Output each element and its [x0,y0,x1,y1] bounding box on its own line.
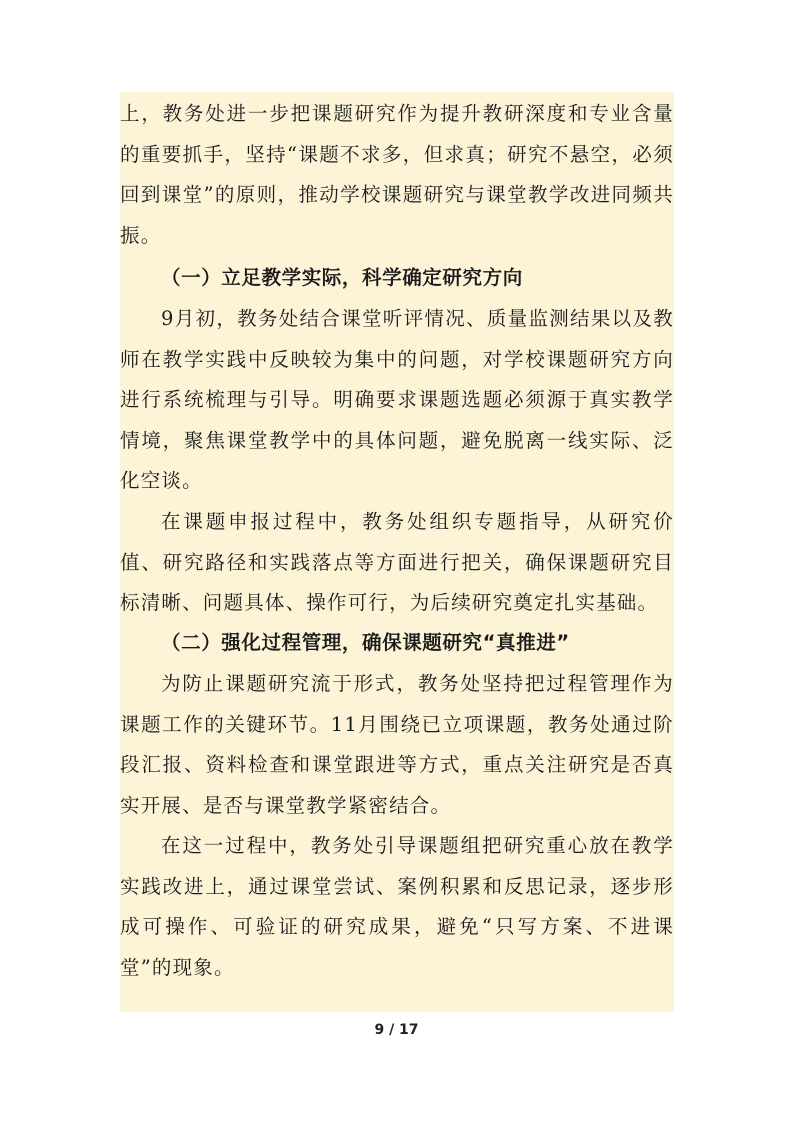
page-number: 9 / 17 [374,1022,419,1038]
body-paragraph: 为防止课题研究流于形式，教务处坚持把过程管理作为课题工作的关键环节。11月围绕已立项课题，教务处通过阶段汇报、资料检查和课堂跟进等方式，重点关注研究是否真实开展、是否与课堂教学紧密结合。 [120,672,674,817]
body-paragraph: 在这一过程中，教务处引导课题组把研究重心放在教学实践改进上，通过课堂尝试、案例积累和反思记录，逐步形成可操作、可验证的研究成果，避免“只写方案、不进课堂”的现象。 [120,834,674,979]
body-paragraph: 在课题申报过程中，教务处组织专题指导，从研究价值、研究路径和实践落点等方面进行把关，确保课题研究目标清晰、问题具体、操作可行，为后续研究奠定扎实基础。 [120,510,674,614]
section-heading: （一）立足教学实际，科学确定研究方向 [161,266,523,289]
page-content [120,92,674,1012]
body-paragraph: 9月初，教务处结合课堂听评情况、质量监测结果以及教师在教学实践中反映较为集中的问题，对学校课题研究方向进行系统梳理与引导。明确要求课题选题必须源于真实教学情境，聚焦课堂教学中的具体问题，避免脱离一线实际、泛化空谈。 [120,307,674,492]
section-heading: （二）强化过程管理，确保课题研究“真推进” [161,631,570,654]
body-paragraph: 上，教务处进一步把课题研究作为提升教研深度和专业含量的重要抓手，坚持“课题不求多，但求真；研究不悬空，必须回到课堂”的原则，推动学校课题研究与课堂教学改进同频共振。 [120,102,674,247]
